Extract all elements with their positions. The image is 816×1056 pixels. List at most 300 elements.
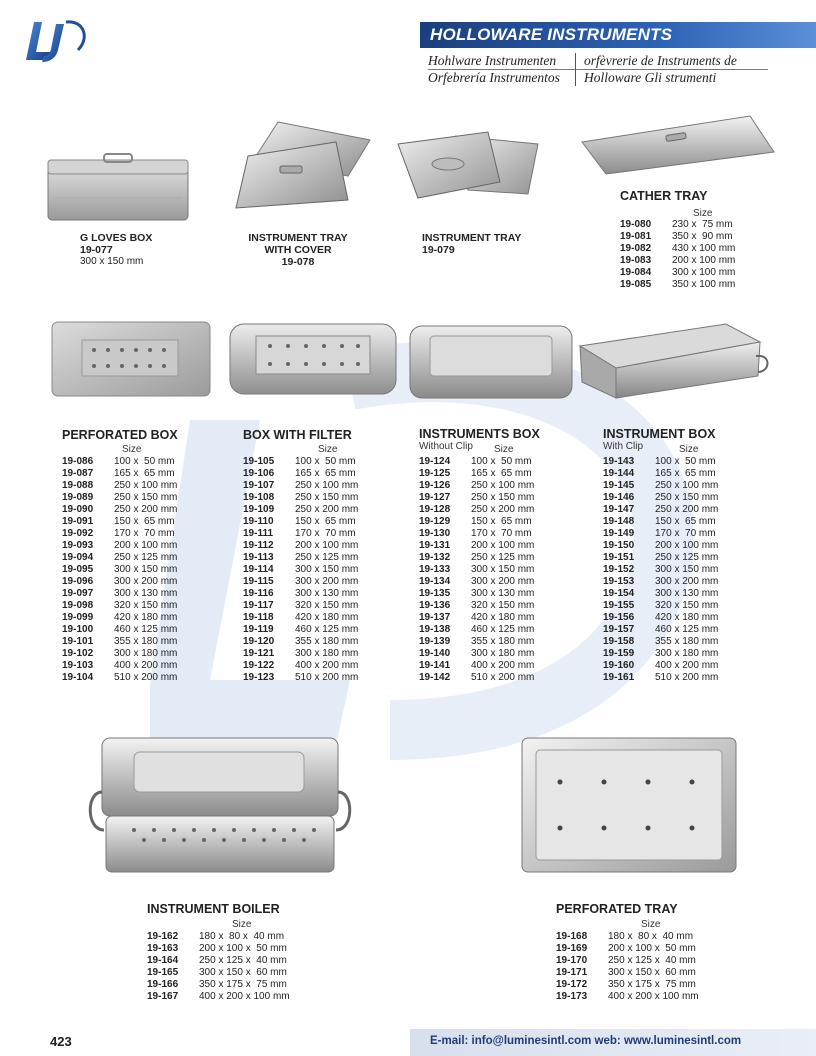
item-code: 19-113	[243, 552, 274, 563]
item-code: 19-103	[62, 660, 94, 671]
size-row	[556, 967, 699, 979]
item-code: 19-083	[620, 255, 652, 266]
item-size: 250 x 150 mm	[295, 492, 359, 503]
instrument-box-clip-image	[576, 320, 772, 400]
page-number: 423	[50, 1034, 72, 1049]
item-code: 19-090	[62, 504, 94, 515]
instrument-box-size-list	[603, 456, 718, 684]
tray-cover-name-2: WITH COVER	[264, 244, 332, 256]
item-code: 19-087	[62, 468, 94, 479]
item-code: 19-110	[243, 516, 274, 527]
cather-size-list	[620, 219, 735, 291]
size-row	[243, 552, 358, 564]
size-row	[419, 576, 534, 588]
item-code: 19-139	[419, 636, 451, 647]
item-size: 460 x 125 mm	[655, 624, 719, 635]
item-code: 19-154	[603, 588, 635, 599]
box-filter-name: BOX WITH FILTER	[243, 428, 352, 442]
size-row	[62, 492, 177, 504]
size-row	[62, 624, 177, 636]
perforated-box-name: PERFORATED BOX	[62, 428, 178, 442]
item-size: 250 x 100 mm	[471, 480, 535, 491]
item-size: 200 x 100 mm	[295, 540, 359, 551]
size-row	[147, 943, 290, 955]
subtitle-es: Orfebrería Instrumentos	[428, 70, 560, 85]
item-size: 250 x 150 mm	[655, 492, 719, 503]
size-row	[62, 540, 177, 552]
item-code: 19-101	[62, 636, 94, 647]
instrument-tray-cover-image	[228, 116, 374, 216]
perforated-tray-name: PERFORATED TRAY	[556, 902, 678, 916]
item-code: 19-095	[62, 564, 94, 575]
item-size: 250 x 100 mm	[114, 480, 178, 491]
size-row	[62, 480, 177, 492]
subtitle-divider	[575, 53, 576, 86]
item-size: 300 x 150 x 60 mm	[608, 967, 696, 978]
box-filter-size-list	[243, 456, 358, 684]
item-size: 300 x 150 mm	[655, 564, 719, 575]
item-size: 150 x 65 mm	[114, 516, 175, 527]
size-row	[62, 660, 177, 672]
size-row	[556, 943, 699, 955]
size-row	[603, 624, 718, 636]
item-code: 19-093	[62, 540, 94, 551]
item-code: 19-144	[603, 468, 635, 479]
size-row	[556, 991, 699, 1003]
size-row	[147, 967, 290, 979]
size-row	[556, 955, 699, 967]
perforated-box-size-label: Size	[122, 444, 142, 455]
size-row	[603, 552, 718, 564]
tray-cover-name-1: INSTRUMENT TRAY	[248, 232, 348, 244]
item-code: 19-159	[603, 648, 635, 659]
item-size: 350 x 90 mm	[672, 231, 733, 242]
item-code: 19-146	[603, 492, 635, 503]
size-row	[603, 504, 718, 516]
item-size: 460 x 125 mm	[114, 624, 178, 635]
item-size: 320 x 150 mm	[114, 600, 178, 611]
instrument-tray-image	[396, 124, 542, 202]
brand-logo	[22, 16, 92, 68]
item-code: 19-158	[603, 636, 635, 647]
item-size: 420 x 180 mm	[655, 612, 719, 623]
item-size: 510 x 200 mm	[655, 672, 719, 683]
item-size: 420 x 180 mm	[114, 612, 178, 623]
perforated-box-size-list	[62, 456, 177, 684]
size-row	[243, 468, 358, 480]
item-code: 19-091	[62, 516, 94, 527]
item-code: 19-129	[419, 516, 451, 527]
size-row	[556, 979, 699, 991]
size-row	[620, 279, 735, 291]
item-code: 19-170	[556, 955, 588, 966]
size-row	[620, 231, 735, 243]
perforated-tray-size-list	[556, 931, 699, 1003]
item-code: 19-104	[62, 672, 94, 683]
size-row	[419, 612, 534, 624]
item-code: 19-156	[603, 612, 635, 623]
size-row	[62, 468, 177, 480]
gloves-box-image	[44, 150, 192, 225]
size-row	[603, 600, 718, 612]
item-code: 19-153	[603, 576, 635, 587]
boiler-size-list	[147, 931, 290, 1003]
box-with-filter-image	[228, 320, 398, 398]
item-code: 19-128	[419, 504, 451, 515]
item-size: 250 x 125 x 40 mm	[608, 955, 696, 966]
footer-bar	[410, 1029, 816, 1056]
item-size: 300 x 150 mm	[471, 564, 535, 575]
item-size: 250 x 125 x 40 mm	[199, 955, 287, 966]
size-row	[603, 528, 718, 540]
size-row	[147, 991, 290, 1003]
size-row	[243, 564, 358, 576]
item-size: 400 x 200 mm	[471, 660, 535, 671]
size-row	[147, 955, 290, 967]
item-size: 400 x 200 x 100 mm	[608, 991, 699, 1002]
item-size: 165 x 65 mm	[295, 468, 356, 479]
item-size: 180 x 80 x 40 mm	[199, 931, 285, 942]
item-code: 19-147	[603, 504, 635, 515]
item-code: 19-122	[243, 660, 275, 671]
size-row	[419, 504, 534, 516]
size-row	[620, 243, 735, 255]
size-row	[603, 468, 718, 480]
item-size: 100 x 50 mm	[114, 456, 175, 467]
size-row	[603, 576, 718, 588]
item-code: 19-172	[556, 979, 588, 990]
item-code: 19-123	[243, 672, 275, 683]
item-code: 19-118	[243, 612, 274, 623]
item-code: 19-097	[62, 588, 94, 599]
tray-name: INSTRUMENT TRAY	[422, 232, 522, 244]
item-size: 350 x 175 x 75 mm	[199, 979, 287, 990]
item-size: 165 x 65 mm	[655, 468, 716, 479]
item-code: 19-135	[419, 588, 451, 599]
item-code: 19-131	[419, 540, 451, 551]
item-size: 180 x 80 x 40 mm	[608, 931, 694, 942]
instruments-box-image	[408, 322, 574, 402]
item-size: 250 x 125 mm	[114, 552, 178, 563]
item-code: 19-148	[603, 516, 635, 527]
item-size: 170 x 70 mm	[655, 528, 716, 539]
size-row	[243, 588, 358, 600]
size-row	[620, 219, 735, 231]
item-size: 420 x 180 mm	[471, 612, 535, 623]
size-row	[419, 588, 534, 600]
item-size: 350 x 100 mm	[672, 279, 736, 290]
size-row	[603, 516, 718, 528]
perforated-tray-image	[520, 736, 738, 874]
size-row	[62, 600, 177, 612]
cather-tray-image	[580, 112, 776, 176]
item-code: 19-105	[243, 456, 275, 467]
item-size: 300 x 150 mm	[295, 564, 359, 575]
item-size: 300 x 200 mm	[114, 576, 178, 587]
size-row	[419, 552, 534, 564]
item-code: 19-125	[419, 468, 451, 479]
subtitle-fr: orfèvrerie de Instruments de	[584, 53, 737, 68]
boiler-size-label: Size	[232, 919, 252, 930]
item-code: 19-164	[147, 955, 179, 966]
item-size: 250 x 200 mm	[114, 504, 178, 515]
item-size: 400 x 200 x 100 mm	[199, 991, 290, 1002]
instrument-boiler-name: INSTRUMENT BOILER	[147, 902, 280, 916]
size-row	[620, 267, 735, 279]
item-size: 300 x 180 mm	[655, 648, 719, 659]
subtitle-rule	[428, 69, 768, 70]
item-code: 19-165	[147, 967, 179, 978]
item-code: 19-167	[147, 991, 179, 1002]
item-code: 19-130	[419, 528, 451, 539]
item-size: 250 x 150 mm	[471, 492, 535, 503]
item-size: 300 x 200 mm	[471, 576, 535, 587]
size-row	[419, 480, 534, 492]
item-code: 19-102	[62, 648, 94, 659]
size-row	[603, 456, 718, 468]
size-row	[603, 636, 718, 648]
size-row	[243, 660, 358, 672]
item-code: 19-084	[620, 267, 652, 278]
size-row	[243, 516, 358, 528]
item-code: 19-086	[62, 456, 94, 467]
item-size: 150 x 65 mm	[471, 516, 532, 527]
size-row	[62, 516, 177, 528]
item-code: 19-140	[419, 648, 451, 659]
item-size: 300 x 130 mm	[114, 588, 178, 599]
size-row	[243, 624, 358, 636]
item-size: 200 x 100 mm	[672, 255, 736, 266]
footer-contact: E-mail: info@luminesintl.com web: www.luminesintl.com	[430, 1035, 742, 1047]
item-code: 19-137	[419, 612, 451, 623]
size-row	[603, 660, 718, 672]
item-size: 355 x 180 mm	[655, 636, 719, 647]
item-code: 19-117	[243, 600, 274, 611]
instrument-box-size-label: Size	[679, 444, 699, 455]
item-size: 200 x 100 mm	[655, 540, 719, 551]
item-size: 400 x 200 mm	[114, 660, 178, 671]
size-row	[419, 672, 534, 684]
item-size: 400 x 200 mm	[655, 660, 719, 671]
size-row	[620, 255, 735, 267]
item-size: 165 x 65 mm	[471, 468, 532, 479]
item-size: 510 x 200 mm	[114, 672, 178, 683]
size-row	[603, 612, 718, 624]
item-size: 250 x 125 mm	[655, 552, 719, 563]
item-size: 250 x 125 mm	[471, 552, 535, 563]
tray-code: 19-079	[422, 244, 455, 256]
item-code: 19-162	[147, 931, 179, 942]
size-row	[603, 588, 718, 600]
item-size: 300 x 180 mm	[471, 648, 535, 659]
size-row	[243, 648, 358, 660]
item-size: 400 x 200 mm	[295, 660, 359, 671]
item-code: 19-094	[62, 552, 94, 563]
item-size: 300 x 180 mm	[114, 648, 178, 659]
size-row	[243, 492, 358, 504]
item-code: 19-111	[243, 528, 274, 539]
item-code: 19-098	[62, 600, 94, 611]
instrument-box-note: With Clip	[603, 441, 644, 452]
cather-size-label: Size	[693, 208, 713, 219]
item-code: 19-121	[243, 648, 275, 659]
size-row	[243, 480, 358, 492]
size-row	[243, 576, 358, 588]
item-size: 300 x 150 x 60 mm	[199, 967, 287, 978]
item-code: 19-112	[243, 540, 274, 551]
item-code: 19-136	[419, 600, 451, 611]
item-size: 170 x 70 mm	[295, 528, 356, 539]
item-size: 165 x 65 mm	[114, 468, 175, 479]
item-size: 355 x 180 mm	[295, 636, 359, 647]
item-code: 19-134	[419, 576, 451, 587]
item-code: 19-107	[243, 480, 275, 491]
item-code: 19-127	[419, 492, 451, 503]
item-size: 430 x 100 mm	[672, 243, 736, 254]
size-row	[603, 672, 718, 684]
page-title: HOLLOWARE INSTRUMENTS	[430, 25, 673, 44]
item-code: 19-138	[419, 624, 451, 635]
size-row	[62, 612, 177, 624]
item-code: 19-100	[62, 624, 94, 635]
item-code: 19-092	[62, 528, 94, 539]
gloves-box-size: 300 x 150 mm	[80, 256, 144, 267]
item-code: 19-155	[603, 600, 635, 611]
item-size: 300 x 180 mm	[295, 648, 359, 659]
size-row	[62, 588, 177, 600]
size-row	[243, 636, 358, 648]
item-size: 300 x 130 mm	[295, 588, 359, 599]
item-size: 200 x 100 mm	[471, 540, 535, 551]
subtitle-de: Hohlware Instrumenten	[428, 53, 557, 68]
item-code: 19-157	[603, 624, 635, 635]
size-row	[243, 528, 358, 540]
item-size: 320 x 150 mm	[471, 600, 535, 611]
size-row	[603, 540, 718, 552]
item-code: 19-085	[620, 279, 652, 290]
size-row	[419, 636, 534, 648]
size-row	[243, 504, 358, 516]
item-size: 200 x 100 x 50 mm	[608, 943, 696, 954]
gloves-box-code: 19-077	[80, 244, 113, 256]
item-size: 250 x 200 mm	[471, 504, 535, 515]
item-code: 19-152	[603, 564, 635, 575]
item-code: 19-169	[556, 943, 588, 954]
item-size: 200 x 100 mm	[114, 540, 178, 551]
item-code: 19-096	[62, 576, 94, 587]
item-code: 19-106	[243, 468, 275, 479]
size-row	[147, 979, 290, 991]
tray-cover-code: 19-078	[281, 256, 315, 268]
item-size: 100 x 50 mm	[655, 456, 716, 467]
perforated-box-image	[50, 320, 212, 398]
item-size: 300 x 130 mm	[655, 588, 719, 599]
item-code: 19-145	[603, 480, 635, 491]
item-code: 19-142	[419, 672, 451, 683]
item-code: 19-132	[419, 552, 451, 563]
item-code: 19-119	[243, 624, 274, 635]
size-row	[147, 931, 290, 943]
item-size: 100 x 50 mm	[295, 456, 356, 467]
instruments-box-size-list	[419, 456, 534, 684]
perforated-tray-size-label: Size	[641, 919, 661, 930]
item-code: 19-171	[556, 967, 588, 978]
size-row	[419, 624, 534, 636]
size-row	[62, 672, 177, 684]
size-row	[62, 504, 177, 516]
item-code: 19-116	[243, 588, 274, 599]
item-code: 19-115	[243, 576, 274, 587]
size-row	[603, 480, 718, 492]
item-code: 19-143	[603, 456, 635, 467]
item-code: 19-108	[243, 492, 275, 503]
item-size: 300 x 100 mm	[672, 267, 736, 278]
item-size: 150 x 65 mm	[295, 516, 356, 527]
size-row	[62, 636, 177, 648]
item-code: 19-168	[556, 931, 588, 942]
size-row	[419, 648, 534, 660]
item-size: 460 x 125 mm	[295, 624, 359, 635]
item-code: 19-109	[243, 504, 275, 515]
item-size: 420 x 180 mm	[295, 612, 359, 623]
page-title-bar	[420, 22, 816, 48]
size-row	[419, 528, 534, 540]
size-row	[419, 456, 534, 468]
item-code: 19-089	[62, 492, 94, 503]
item-code: 19-126	[419, 480, 451, 491]
item-size: 170 x 70 mm	[471, 528, 532, 539]
size-row	[243, 672, 358, 684]
item-code: 19-082	[620, 243, 652, 254]
item-code: 19-120	[243, 636, 275, 647]
size-row	[603, 492, 718, 504]
size-row	[603, 564, 718, 576]
item-code: 19-114	[243, 564, 274, 575]
item-code: 19-150	[603, 540, 635, 551]
size-row	[419, 660, 534, 672]
item-size: 170 x 70 mm	[114, 528, 175, 539]
gloves-box-name: G LOVES BOX	[80, 232, 153, 244]
instruments-box-size-label: Size	[494, 444, 514, 455]
item-size: 200 x 100 x 50 mm	[199, 943, 287, 954]
size-row	[62, 528, 177, 540]
item-size: 250 x 200 mm	[295, 504, 359, 515]
size-row	[243, 600, 358, 612]
subtitle-it: Holloware Gli strumenti	[584, 70, 717, 85]
size-row	[419, 468, 534, 480]
item-code: 19-099	[62, 612, 94, 623]
item-code: 19-151	[603, 552, 635, 563]
item-code: 19-173	[556, 991, 588, 1002]
size-row	[243, 612, 358, 624]
item-size: 300 x 150 mm	[114, 564, 178, 575]
item-size: 355 x 180 mm	[471, 636, 535, 647]
instrument-boiler-image	[84, 734, 356, 876]
item-size: 320 x 150 mm	[655, 600, 719, 611]
item-size: 300 x 200 mm	[295, 576, 359, 587]
item-code: 19-160	[603, 660, 635, 671]
item-size: 320 x 150 mm	[295, 600, 359, 611]
item-code: 19-163	[147, 943, 179, 954]
item-size: 355 x 180 mm	[114, 636, 178, 647]
size-row	[243, 456, 358, 468]
cather-tray-name: CATHER TRAY	[620, 189, 708, 203]
item-size: 460 x 125 mm	[471, 624, 535, 635]
item-code: 19-080	[620, 219, 652, 230]
instruments-box-note: Without Clip	[419, 441, 473, 452]
instrument-box-name: INSTRUMENT BOX	[603, 427, 716, 441]
item-code: 19-133	[419, 564, 451, 575]
